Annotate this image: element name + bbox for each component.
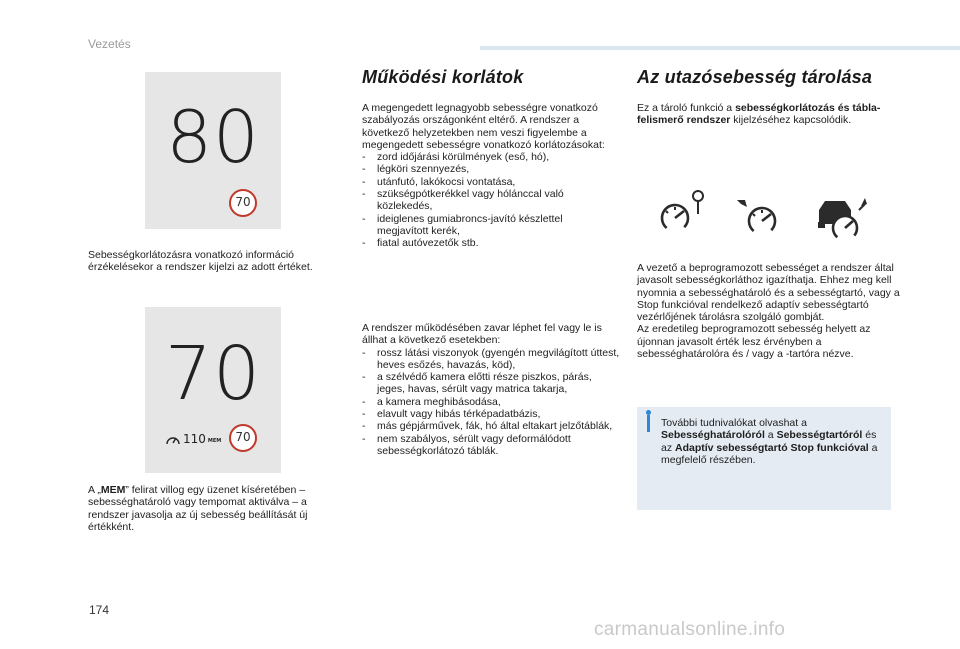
cruise-control-icon (735, 198, 785, 240)
caption-second-bold: MEM (100, 484, 126, 496)
malfunction-intro: A rendszer működésében zavar léphet fel vagy le is állhat a következő esetekben: (362, 322, 602, 347)
list-item: - más gépjárművek, fák, hó által eltakart jelzőtáblák, (362, 420, 622, 432)
malfunction-list (362, 347, 622, 458)
info-part: a (764, 429, 777, 442)
info-link-cruise-control: Sebességtartóról (776, 429, 863, 442)
info-link-adaptive-cruise: Adaptív sebességtartó Stop funkcióval (675, 441, 869, 454)
info-text (661, 417, 886, 466)
list-item: - ideiglenes gumiabroncs-javító készlettel megjavított kerék, (362, 213, 612, 238)
list-item: - utánfutó, lakókocsi vontatása, (362, 176, 612, 188)
speed-limit-sign: 70 (229, 189, 257, 217)
speed-limiter-icon (165, 433, 181, 445)
intro-bold: sebességkorlátozás és tábla-felismerő rendszer (637, 102, 881, 127)
adaptive-cruise-control-icon (815, 196, 871, 246)
list-item: - a szélvédő kamera előtti része piszkos, párás, jeges, havas, sérült vagy matrica takarja, (362, 371, 622, 396)
speed-memory-body (637, 262, 902, 360)
list-item: - elavult vagy hibás térképadatbázis, (362, 408, 622, 420)
speed-limiter-icon (655, 188, 717, 234)
heading-operating-limits: Működési korlátok (362, 67, 524, 87)
body-paragraph: Az eredetileg beprogramozott sebesség helyett az újonnan javasolt érték lesz érvényben a sebességhatárolóra és / vagy a -tartóra nézve. (637, 323, 871, 361)
section-title: Vezetés (88, 37, 131, 51)
mem-speed-value: 110 (183, 432, 206, 446)
mem-tag: MEM (207, 438, 222, 444)
info-link-speed-limiter: Sebességhatárolóról (661, 429, 765, 442)
mem-indicator (165, 432, 221, 446)
speed-display-panel-2 (145, 307, 281, 473)
speed-display-panel-1 (145, 72, 281, 229)
speed-memory-intro (637, 102, 897, 127)
info-part: További tudnivalókat olvashat a (661, 417, 807, 429)
caption-first: Sebességkorlátozásra vonatkozó információ érzékelésekor a rendszer kijelzi az adott értéket. (88, 249, 313, 274)
header-bar (480, 46, 960, 50)
caption-second-post: ” felirat villog egy üzenet kíséretében – sebességhatároló vagy tempomat aktiválva – a rendszer javasolja az új sebesség beállítását új értékként. (88, 484, 308, 533)
list-item: - fiatal autóvezetők stb. (362, 237, 612, 249)
intro-text: A megengedett legnagyobb sebességre vonatkozó szabályozás országonként eltérő. A rendszer a következő helyzetekben nem veszi figyelembe a megengedett sebességre vonatkozó korlátozásokat: (362, 102, 605, 151)
info-icon (647, 415, 650, 432)
info-part: a megfelelő részében. (661, 441, 878, 466)
list-item: - a kamera meghibásodása, (362, 396, 622, 408)
intro-part: Ez a tároló funkció a (637, 102, 736, 114)
body-paragraph: A vezető a beprogramozott sebességet a rendszer által javasolt sebességkorláthoz igazíthatja. Ehhez meg kell nyomnia a sebességhatároló és a sebességtartó, vagy a Stop funkcióval rendelkező adaptív sebességtartó vezérlőjének tárolásra szolgáló gombját. (637, 262, 900, 324)
heading-speed-memory: Az utazósebesség tárolása (637, 67, 873, 87)
list-item: - nem szabályos, sérült vagy deformálódott sebességkorlátozó táblák. (362, 433, 622, 458)
caption-second (88, 484, 338, 533)
list-item: - légköri szennyezés, (362, 163, 612, 175)
malfunction-section (362, 322, 622, 457)
info-note (637, 407, 891, 510)
displayed-speed: 70 (164, 331, 262, 417)
displayed-speed: 80 (166, 95, 260, 179)
limits-list (362, 151, 612, 249)
info-part: és az (661, 429, 877, 454)
caption-second-pre: A „ (88, 484, 101, 496)
list-item: - zord időjárási körülmények (eső, hó), (362, 151, 612, 163)
operating-limits-intro (362, 102, 612, 250)
page-number: 174 (89, 603, 110, 617)
list-item: - szükségpótkerékkel vagy hólánccal való közlekedés, (362, 188, 612, 213)
speed-limit-sign: 70 (229, 424, 257, 452)
list-item: - rossz látási viszonyok (gyengén megvilágított úttest, heves esőzés, havazás, köd), (362, 347, 622, 372)
memory-function-icons (655, 188, 870, 250)
intro-part: kijelzéséhez kapcsolódik. (730, 114, 852, 127)
watermark: carmanualsonline.info (594, 619, 786, 640)
